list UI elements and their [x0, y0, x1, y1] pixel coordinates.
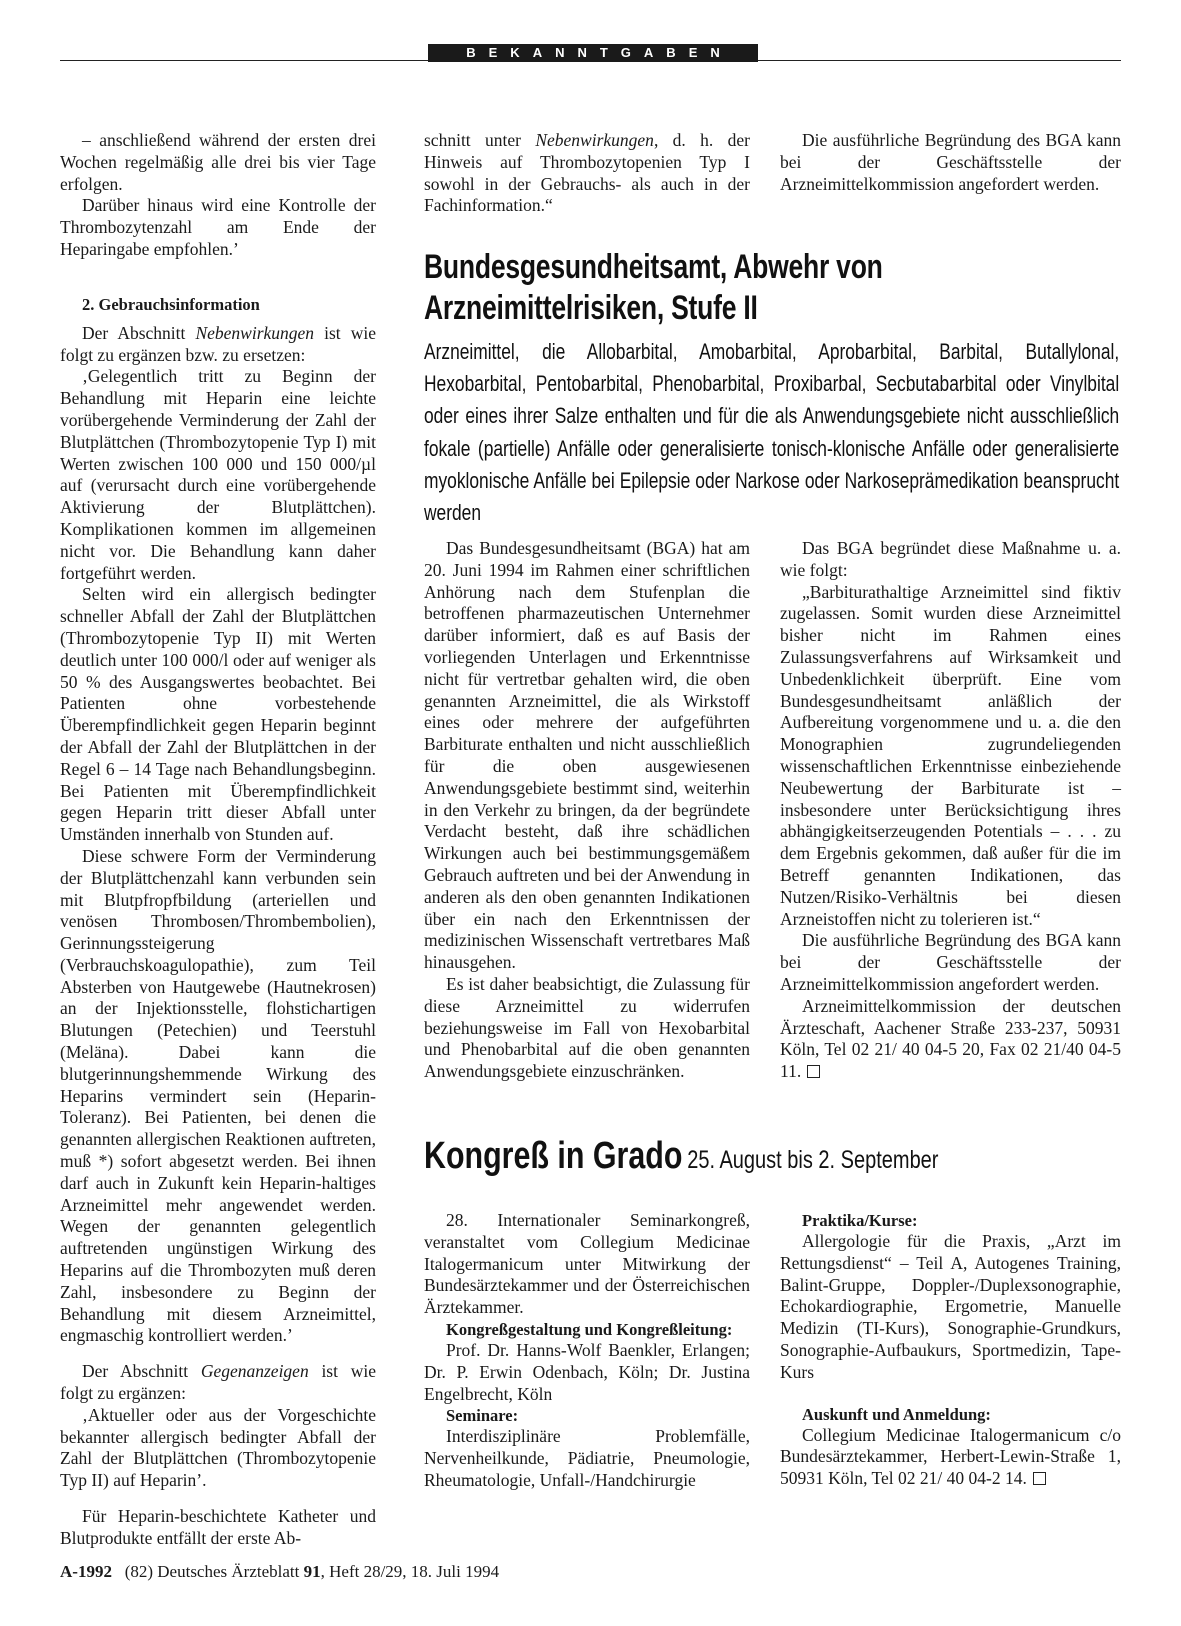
paragraph: Die ausführliche Begründung des BGA kann bei der Geschäftsstelle der Arzneimittelkommission angefordert werden.	[780, 130, 1121, 194]
paragraph: Interdisziplinäre Problemfälle, Nervenheilkunde, Pädiatrie, Pneumologie, Rheumatologie, Unfall-/Handchirurgie	[424, 1426, 750, 1490]
text: Der Abschnitt	[82, 1361, 201, 1382]
article-headline: Bundesgesundheitsamt, Abwehr von Arzneimittelrisiken, Stufe II	[424, 248, 883, 327]
text: Arzneimittelkommission der deutschen Ärzteschaft, Aachener Straße 233-237, 50931 Köln, Tel 02 21/ 40 04-5 20, Fax 02 21/40 04-5 11.	[780, 995, 1121, 1082]
paragraph	[780, 996, 1121, 1083]
paragraph: Das BGA begründet diese Maßnahme u. a. wie folgt:	[780, 538, 1121, 580]
section-heading: Auskunft und Anmeldung:	[802, 1404, 991, 1424]
article-body-left	[424, 538, 750, 1083]
text: ist wie folgt zu ergänzen bzw. zu ersetzen:	[60, 322, 376, 365]
italic-term: Nebenwirkungen	[535, 130, 654, 150]
section-label: BEKANNTGABEN	[428, 44, 758, 62]
kongress-dates: 25. August bis 2. September	[687, 1146, 939, 1174]
kongress-heading	[424, 1135, 938, 1178]
paragraph	[424, 130, 750, 217]
paragraph: ‚Aktueller oder aus der Vorgeschichte bekannter allergisch bedingter Abfall der Zahl der Blutplättchen (Thrombozytopenie Typ II) auf Heparin’.	[60, 1404, 376, 1491]
paragraph: Allergologie für die Praxis, „Arzt im Rettungsdienst“ – Teil A, Autogenes Training, Balint-Gruppe, Doppler-/Duplexsonographie, Echokardiographie, Ergometrie, Manuelle Medizin (TI-Kurs), Sonographie-Grundkurs, Sonographie-Aufbaukurs, Sportmedizin, Tape-Kurs	[780, 1231, 1121, 1382]
paragraph	[60, 1361, 376, 1405]
paragraph: Diese schwere Form der Verminderung der Blutplättchenzahl kann verbunden sein mit Blutpfropfbildung (arteriellen und venösen Thrombosen/Thrombembolien), Gerinnungssteigerung (Verbrauchskoagulopathie), zum Teil Absterben von Hautgewebe (Hautnekrosen) an der Injektionsstelle, flohstichartigen Blutungen (Petechien) und Teerstuhl (Meläna). Dabei kann die blutgerinnungshemmende Wirkung des Heparins vermindert sein (Heparin-Toleranz). Bei Patienten, bei denen die genannten allergischen Reaktionen auftreten, muß *) sofort abgesetzt werden. Bei ihnen darf auch in Zukunft kein Heparin-haltiges Arzneimittel mehr angewendet werden. Wegen der genannten gelegentlich auftretenden ungünstigen Wirkung des Heparins auf die Thrombozyten muß deren Zahl, insbesondere zu Beginn der Behandlung mit diesem Arzneimittel, engmaschig kontrolliert werden.’	[60, 845, 376, 1346]
volume-number: 91	[303, 1562, 321, 1581]
page-number: A-1992	[60, 1562, 112, 1581]
article-body-right	[780, 538, 1121, 1083]
paragraph: Das Bundesgesundheitsamt (BGA) hat am 20. Juni 1994 im Rahmen einer schriftlichen Anhörung nach dem Stufenplan die betroffenen pharmazeutischen Unternehmer darüber informiert, daß es auf Basis der vorliegenden Unterlagen und Erkenntnisse nicht für vertretbar gehalten wird, die oben genannten Arzneimittel, die als Wirkstoff eines oder mehrere der aufgeführten Barbiturate enthalten und nicht ausschließlich für die oben ausgewiesenen Anwendungsgebiete bestimmt sind, weiterhin in den Verkehr zu bringen, da der begründete Verdacht besteht, daß ihre schädlichen Wirkungen auch bei bestimmungsgemäßem Gebrauch auftreten und bei der Anwendung in anderen als den oben genannten Indikationen über ein nach den Erkenntnissen der medizinischen Wissenschaft vertretbares Maß hinausgehen.	[424, 538, 750, 973]
kongress-body-left	[424, 1210, 750, 1492]
paragraph: ‚Gelegentlich tritt zu Beginn der Behandlung mit Heparin eine leichte vorübergehende Verminderung der Zahl der Blutplättchen (Thrombozytopenie Typ I) mit Werten zwischen 100 000 und 150 000/µl auf (verursacht durch eine vorübergehende Aktivierung der Blutplättchen). Komplikationen kommen im allgemeinen nicht vor. Die Behandlung kann daher fortgeführt werden.	[60, 366, 376, 583]
paragraph: „Barbiturathaltige Arzneimittel sind fiktiv zugelassen. Somit wurden diese Arzneimittel bisher nicht im Rahmen eines Zulassungsverfahrens auf Wirksamkeit und Unbedenklichkeit überprüft. Eine vom Bundesgesundheitsamt anläßlich der Aufbereitung vorgenommene und u. a. die den Monographien zugrundeliegenden wissenschaftlichen Erkenntnisse einbeziehende Neubewertung der Barbiturate ist – insbesondere unter Berücksichtigung ihres abhängigkeitserzeugenden Potentials – . . . zu dem Ergebnis gekommen, daß außer für die im Betreff genannten Indikationen, das Nutzen/Risiko-Verhältnis bei diesen Arzneistoffen nicht zu tolerieren ist.“	[780, 581, 1121, 929]
paragraph: Selten wird ein allergisch bedingter schneller Abfall der Zahl der Blutplättchen (Thrombozytopenie Typ II) mit Werten deutlich unter 100 000/l oder auf weniger als 50 % des Ausgangswertes beobachtet. Bei Patienten ohne vorbestehende Überempfindlichkeit gegen Heparin beginnt der Abfall der Zahl der Blutplättchen in der Regel 6 – 14 Tage nach Behandlungsbeginn. Bei Patienten mit Überempfindlichkeit gegen Heparin tritt dieser Abfall unter Umständen innerhalb von Stunden auf.	[60, 584, 376, 845]
paragraph	[60, 323, 376, 367]
text: schnitt unter	[424, 130, 536, 150]
paragraph: Es ist daher beabsichtigt, die Zulassung für diese Arzneimittel zu widerrufen beziehungsweise im Fall von Hexobarbital und Phenobarbital auf die oben genannten Anwendungsgebiete einzuschränken.	[424, 973, 750, 1082]
paragraph: Für Heparin-beschichtete Katheter und Blutprodukte entfällt der erste Ab-	[60, 1506, 376, 1548]
article-subheadline: Arzneimittel, die Allobarbital, Amobarbital, Aprobarbital, Barbital, Butallylonal, Hexobarbital, Pentobarbital, Phenobarbital, Proxibarbal, Secbutabarbital oder Vinylbital oder eines ihrer Salze enthalten und für die als Anwendungsgebiete nicht ausschließlich fokale (partielle) Anfälle oder generalisierte tonisch-klonische Anfälle oder generalisierte myoklonische Anfälle bei Epilepsie oder Narkose oder Narkoseprämedikation beansprucht werden	[424, 339, 1120, 526]
column-middle-top	[424, 130, 750, 217]
end-mark-icon	[807, 1065, 820, 1078]
column-left	[60, 130, 376, 1550]
paragraph: Prof. Dr. Hanns-Wolf Baenkler, Erlangen; Dr. P. Erwin Odenbach, Köln; Dr. Justina Engelbrecht, Köln	[424, 1339, 750, 1404]
italic-term: Gegenanzeigen	[200, 1361, 309, 1382]
section-heading: Praktika/Kurse:	[802, 1211, 918, 1230]
section-heading: Kongreßgestaltung und Kongreßleitung:	[446, 1319, 733, 1339]
paragraph	[780, 1425, 1121, 1490]
text: Collegium Medicinae Italogermanicum c/o Bundesärztekammer, Herbert-Lewin-Straße 1, 50931 Köln, Tel 02 21/ 40 04-2 14.	[780, 1424, 1121, 1489]
section-heading: 2. Gebrauchsinformation	[82, 294, 260, 314]
end-mark-icon	[1033, 1472, 1046, 1485]
kongress-body-right	[780, 1210, 1121, 1490]
footer-text: (82) Deutsches Ärzteblatt	[124, 1562, 304, 1581]
page-footer	[60, 1562, 499, 1582]
paragraph: 28. Internationaler Seminarkongreß, veranstaltet vom Collegium Medicinae Italogermanicum unter Mitwirkung der Bundesärztekammer und der Österreichischen Ärztekammer.	[424, 1210, 750, 1318]
kongress-title: Kongreß in Grado	[424, 1135, 683, 1177]
footer-text: , Heft 28/29, 18. Juli 1994	[320, 1562, 500, 1581]
text: , d. h. der Hinweis auf Thrombozytopenien Typ I sowohl in der Gebrauchs- als auch in der Fachinformation.“	[424, 130, 750, 216]
paragraph: – anschließend während der ersten drei Wochen regelmäßig alle drei bis vier Tage erfolgen.	[60, 130, 376, 194]
text: Der Abschnitt	[82, 322, 196, 343]
paragraph: Darüber hinaus wird eine Kontrolle der Thrombozytenzahl am Ende der Heparingabe empfohlen.’	[60, 195, 376, 259]
column-right-top	[780, 130, 1121, 195]
paragraph: Die ausführliche Begründung des BGA kann bei der Geschäftsstelle der Arzneimittelkommission angefordert werden.	[780, 930, 1121, 994]
text: ist wie folgt zu ergänzen:	[60, 1361, 376, 1404]
italic-term: Nebenwirkungen	[195, 322, 315, 343]
section-heading: Seminare:	[446, 1406, 519, 1426]
